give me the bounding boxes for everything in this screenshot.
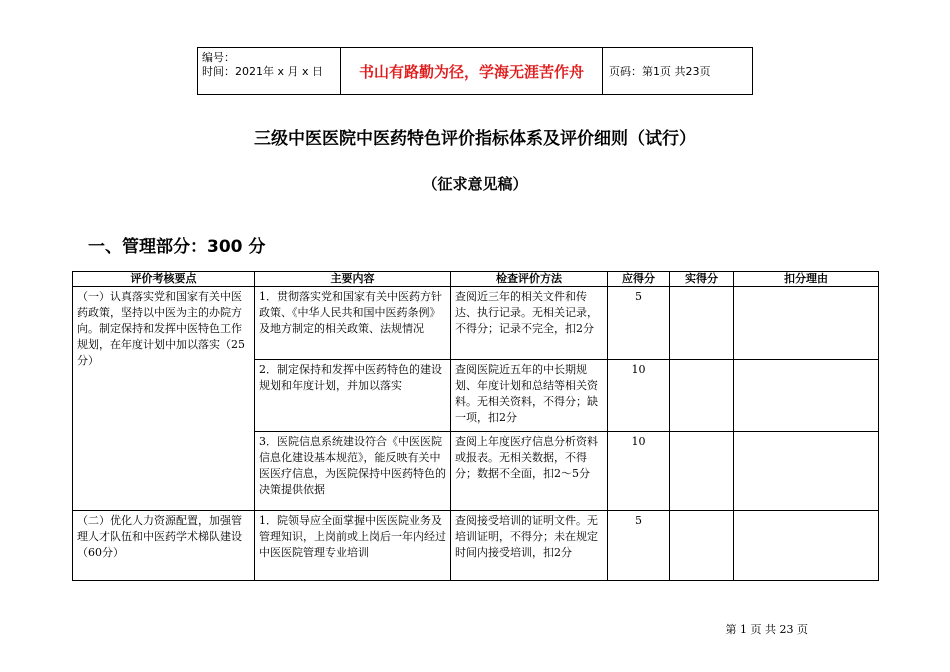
column-header-actual: 实得分 <box>670 272 734 287</box>
row-method: 查阅医院近五年的中长期规划、年度计划和总结等相关资料。无相关资料，不得分；缺一项，扣2分 <box>451 360 608 432</box>
row-content: 2．制定保持和发挥中医药特色的建设规划和年度计划，并加以落实 <box>255 360 451 432</box>
header-meta <box>198 48 341 94</box>
header-number-label: 编号： <box>202 51 235 64</box>
row-reason <box>734 432 879 511</box>
row-score: 5 <box>608 287 670 360</box>
evaluation-point-2: （二）优化人力资源配置，加强管理人才队伍和中医药学术梯队建设（60分） <box>73 511 255 581</box>
row-reason <box>734 511 879 581</box>
row-actual-score <box>670 360 734 432</box>
row-content: 3．医院信息系统建设符合《中医医院信息化建设基本规范》，能反映有关中医医疗信息，为医院保持中医药特色的决策提供依据 <box>255 432 451 511</box>
page-footer: 第 1 页 共 23 页 <box>725 623 808 636</box>
row-score: 10 <box>608 360 670 432</box>
row-actual-score <box>670 511 734 581</box>
column-header-method: 检查评价方法 <box>451 272 608 287</box>
row-reason <box>734 360 879 432</box>
column-header-point: 评价考核要点 <box>73 272 255 287</box>
row-method: 查阅近三年的相关文件和传达、执行记录。无相关记录，不得分；记录不完全，扣2分 <box>451 287 608 360</box>
row-actual-score <box>670 432 734 511</box>
column-header-score: 应得分 <box>608 272 670 287</box>
row-score: 5 <box>608 511 670 581</box>
table-row <box>73 511 879 581</box>
column-header-reason: 扣分理由 <box>734 272 879 287</box>
header-time-label: 时间：2021年 x 月 x 日 <box>202 65 323 78</box>
header-motto: 书山有路勤为径，学海无涯苦作舟 <box>341 48 603 94</box>
table-header-row <box>73 272 879 287</box>
row-score: 10 <box>608 432 670 511</box>
evaluation-table <box>72 271 879 581</box>
section-heading: 一、管理部分：300 分 <box>88 237 266 257</box>
row-content: 1．院领导应全面掌握中医医院业务及管理知识，上岗前或上岗后一年内经过中医医院管理专业培训 <box>255 511 451 581</box>
column-header-content: 主要内容 <box>255 272 451 287</box>
document-header-box <box>197 47 753 95</box>
row-content: 1．贯彻落实党和国家有关中医药方针政策、《中华人民共和国中医药条例》及地方制定的相关政策、法规情况 <box>255 287 451 360</box>
row-reason <box>734 287 879 360</box>
table-row <box>73 287 879 360</box>
row-method: 查阅上年度医疗信息分析资料或报表。无相关数据，不得分；数据不全面，扣2～5分 <box>451 432 608 511</box>
document-subtitle: （征求意见稿） <box>422 175 528 193</box>
document-title: 三级中医医院中医药特色评价指标体系及评价细则（试行） <box>254 129 696 149</box>
row-actual-score <box>670 287 734 360</box>
row-method: 查阅接受培训的证明文件。无培训证明，不得分；未在规定时间内接受培训，扣2分 <box>451 511 608 581</box>
header-page-code: 页码：第1页 共23页 <box>609 65 711 78</box>
evaluation-point-1: （一）认真落实党和国家有关中医药政策，坚持以中医为主的办院方向。制定保持和发挥中医特色工作规划，在年度计划中加以落实（25分） <box>73 287 255 511</box>
